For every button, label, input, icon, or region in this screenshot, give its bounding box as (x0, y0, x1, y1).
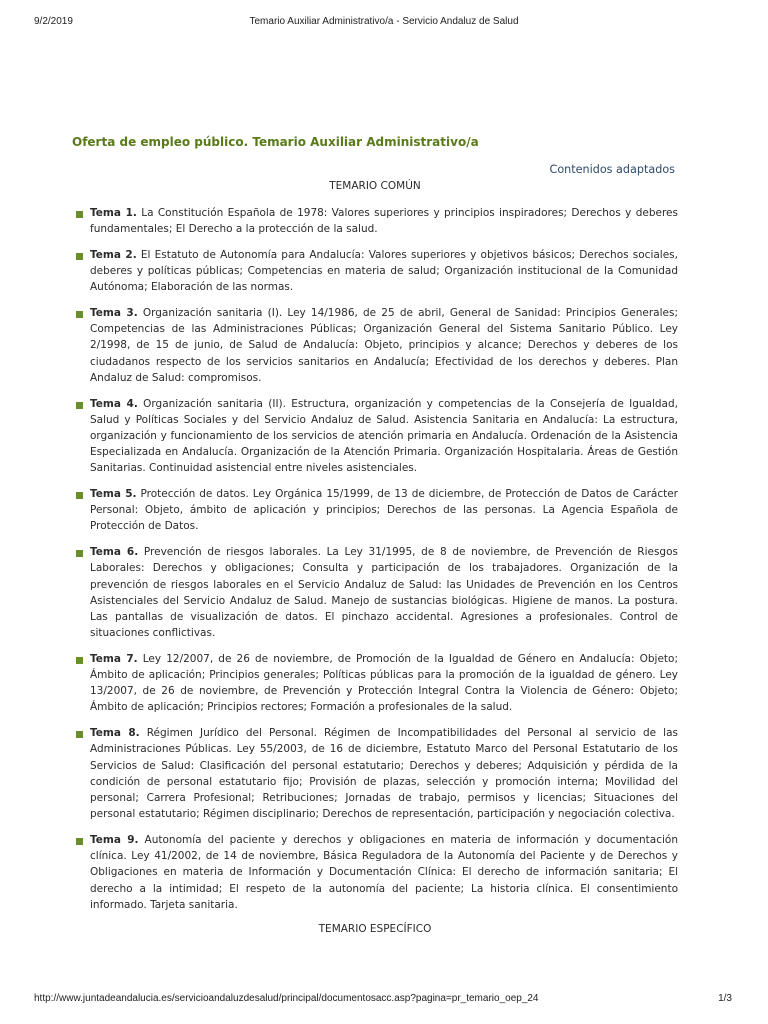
topic-list (72, 205, 678, 913)
topic-item (72, 486, 678, 535)
main-content (72, 134, 678, 936)
print-footer (0, 993, 768, 1007)
topic-number: Tema 2. (90, 248, 137, 261)
topic-item (72, 725, 678, 822)
print-page-indicator: 1/3 (718, 993, 732, 1004)
print-date: 9/2/2019 (34, 16, 73, 27)
bullet-square-icon (76, 492, 83, 499)
section-heading-specific: TEMARIO ESPECÍFICO (318, 923, 432, 936)
topic-text: Ley 12/2007, de 26 de noviembre, de Promoción de la Igualdad de Género en Andalucía: Objeto; Ámbito de aplicación; Principios generales; Políticas públicas para la promoción de la igualdad de género. Ley 13/2007, de 26 de noviembre, de Prevención y Protección Integral Contra la Violencia de Género: Objeto; Ámbito de aplicación; Principios rectores; Formación a profesionales de la salud. (90, 652, 678, 714)
topic-item (72, 544, 678, 641)
topic-number: Tema 8. (90, 727, 140, 740)
print-url: http://www.juntadeandalucia.es/servicioandaluzdesalud/principal/documentosacc.asp?pagina=pr_temario_oep_24 (34, 993, 539, 1004)
topic-item (72, 396, 678, 477)
adapted-contents-link[interactable]: Contenidos adaptados (549, 163, 675, 176)
print-page-title: Temario Auxiliar Administrativo/a - Servicio Andaluz de Salud (249, 16, 519, 27)
topic-item (72, 247, 678, 296)
print-header (0, 16, 768, 30)
bullet-square-icon (76, 402, 83, 409)
topic-text: La Constitución Española de 1978: Valores superiores y principios inspiradores; Derechos y deberes fundamentales; El Derecho a la protección de la salud. (90, 207, 678, 236)
topic-text: Régimen Jurídico del Personal. Régimen de Incompatibilidades del Personal al servicio de las Administraciones Públicas. Ley 55/2003, de 16 de diciembre, Estatuto Marco del Personal Estatutario de los Servicios de Salud: Clasificación del personal estatutario; Derechos y deberes; Adquisición y pérdida de la condición de personal estatutario fijo; Provisión de plazas, selección y promoción interna; Movilidad del personal; Carrera Profesional; Retribuciones; Jornadas de trabajo, permisos y licencias; Situaciones del personal estatutario; Régimen disciplinario; Derechos de representación, participación y negociación colectiva. (90, 727, 678, 821)
topic-number: Tema 6. (90, 546, 139, 559)
bullet-square-icon (76, 731, 83, 738)
topic-number: Tema 9. (90, 833, 139, 846)
topic-number: Tema 4. (90, 397, 138, 410)
topic-number: Tema 3. (90, 307, 138, 320)
topic-text: El Estatuto de Autonomía para Andalucía: Valores superiores y objetivos básicos; Derechos sociales, deberes y políticas públicas; Competencias en materia de salud; Organización institucional de la Comunidad Autónoma; Elaboración de las normas. (90, 248, 678, 294)
topic-item (72, 305, 678, 386)
bullet-square-icon (76, 657, 83, 664)
bullet-square-icon (76, 311, 83, 318)
topic-text: Autonomía del paciente y derechos y obligaciones en materia de información y documentación clínica. Ley 41/2002, de 14 de noviembre, Básica Reguladora de la Autonomía del Paciente y de Derechos y Obligaciones en materia de Información y Documentación Clínica: El derecho de información sanitaria; El derecho a la intimidad; El respeto de la autonomía del paciente; La historia clínica. El consentimiento informado. Tarjeta sanitaria. (90, 833, 678, 911)
topic-text: Organización sanitaria (II). Estructura, organización y competencias de la Consejería de Igualdad, Salud y Políticas Sociales y del Servicio Andaluz de Salud. Asistencia Sanitaria en Andalucía: La estructura, organización y funcionamiento de los servicios de atención primaria en Andalucía. Ordenación de la Asistencia Especializada en Andalucía. Organización de la Atención Primaria. Organización Hospitalaria. Áreas de Gestión Sanitarias. Continuidad asistencial entre niveles asistenciales. (90, 397, 678, 475)
page-title: Oferta de empleo público. Temario Auxiliar Administrativo/a (72, 135, 479, 149)
topic-number: Tema 5. (90, 488, 137, 501)
topic-item (72, 205, 678, 237)
topic-text: Prevención de riesgos laborales. La Ley 31/1995, de 8 de noviembre, de Prevención de Riesgos Laborales: Derechos y obligaciones; Consulta y participación de los trabajadores. Organización de la prevención de riesgos laborales en el Servicio Andaluz de Salud: las Unidades de Prevención en los Centros Asistenciales del Servicio Andaluz de Salud. Manejo de sustancias biológicas. Higiene de manos. La postura. Las pantallas de visualización de datos. El pinchazo accidental. Agresiones a profesionales. Control de situaciones conflictivas. (90, 546, 678, 640)
section-heading-common: TEMARIO COMÚN (329, 180, 421, 192)
topic-item (72, 651, 678, 716)
bullet-square-icon (76, 550, 83, 557)
bullet-square-icon (76, 253, 83, 260)
topic-number: Tema 1. (90, 207, 137, 219)
topic-text: Protección de datos. Ley Orgánica 15/1999, de 13 de diciembre, de Protección de Datos de Carácter Personal: Objeto, ámbito de aplicación y principios; Derechos de las personas. La Agencia Española de Protección de Datos. (90, 488, 679, 533)
topic-item (72, 832, 678, 913)
topic-number: Tema 7. (90, 652, 138, 665)
bullet-square-icon (76, 211, 83, 218)
bullet-square-icon (76, 838, 83, 845)
topic-text: Organización sanitaria (I). Ley 14/1986, de 25 de abril, General de Sanidad: Principios Generales; Competencias de las Administraciones Públicas; Organización General del Sistema Sanitario Público. Ley 2/1998, de 15 de junio, de Salud de Andalucía: Objeto, principios y alcance; Derechos y deberes de los ciudadanos respecto de los servicios sanitarios en Andalucía; Efectividad de los derechos y deberes. Plan Andaluz de Salud: compromisos. (90, 307, 678, 384)
